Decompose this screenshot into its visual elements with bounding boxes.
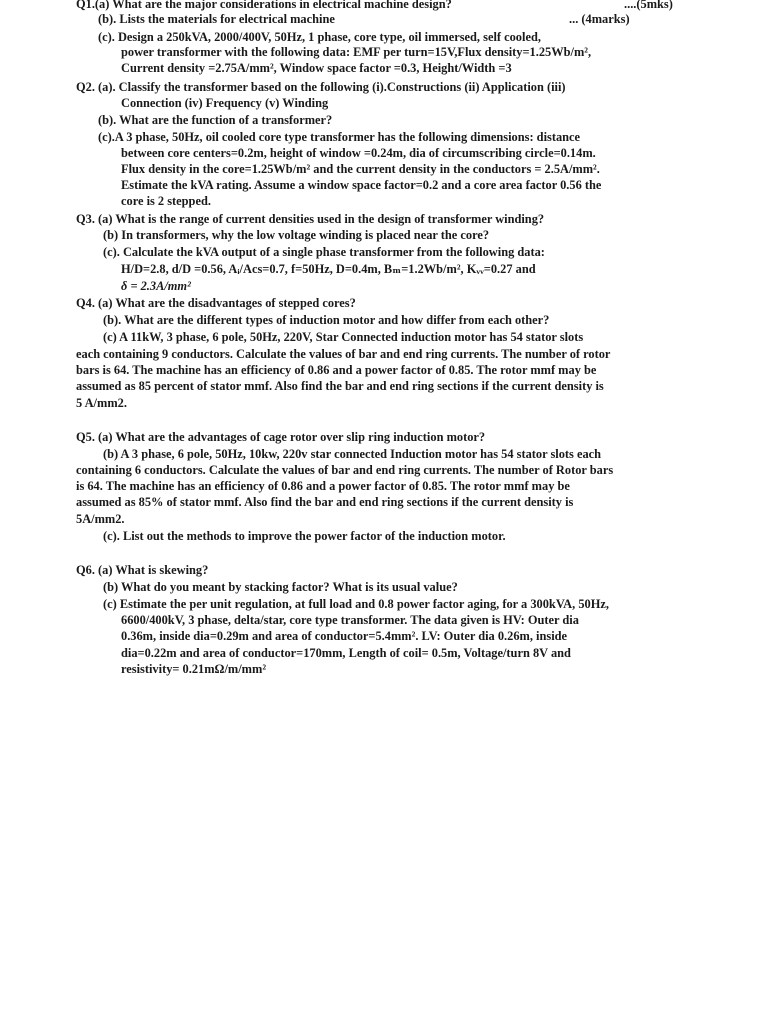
q1-c-line: power transformer with the following data: EMF per turn=15V,Flux density=1.25Wb/m², — [121, 45, 592, 59]
q2-a-line: Q2. (a). Classify the transformer based on the following (i).Constructions (ii) Application (iii) — [76, 80, 566, 94]
q4-c-line: assumed as 85 percent of stator mmf. Also find the bar and end ring sections if the current density is — [76, 379, 604, 393]
q5-b-line: containing 6 conductors. Calculate the values of bar and end ring currents. The number of Rotor bars — [76, 463, 614, 477]
q1-a-marks: ....(5mks) — [624, 0, 673, 11]
q2-c-line: Estimate the kVA rating. Assume a window space factor=0.2 and a core area factor 0.56 the — [121, 178, 602, 192]
q3-a-text: Q3. (a) What is the range of current densities used in the design of transformer winding? — [76, 212, 545, 226]
q3-c-line: (c). Calculate the kVA output of a single phase transformer from the following data: — [103, 245, 545, 259]
q1-a-text: Q1.(a) What are the major considerations in electrical machine design? — [76, 0, 452, 11]
q1-b-marks: ... (4marks) — [569, 12, 630, 26]
q2-a-line: Connection (iv) Frequency (v) Winding — [121, 96, 329, 110]
q6-a-text: Q6. (a) What is skewing? — [76, 563, 209, 577]
q3-b-text: (b) In transformers, why the low voltage winding is placed near the core? — [103, 228, 490, 242]
q6-c-line: resistivity= 0.21mΩ/m/mm² — [121, 662, 267, 676]
q2-c-line: (c).A 3 phase, 50Hz, oil cooled core type transformer has the following dimensions: distance — [98, 130, 581, 144]
q4-a-text: Q4. (a) What are the disadvantages of stepped cores? — [76, 296, 356, 310]
q5-c-text: (c). List out the methods to improve the power factor of the induction motor. — [103, 529, 506, 543]
q5-b-line: assumed as 85% of stator mmf. Also find the bar and end ring sections if the current density is — [76, 495, 574, 509]
q2-b-text: (b). What are the function of a transformer? — [98, 113, 333, 127]
q4-c-line: bars is 64. The machine has an efficiency of 0.86 and a power factor of 0.85. The rotor mmf may be — [76, 363, 597, 377]
q6-b-text: (b) What do you meant by stacking factor? What is its usual value? — [103, 580, 458, 594]
q1-c-line: Current density =2.75A/mm², Window space factor =0.3, Height/Width =3 — [121, 61, 512, 75]
q3-c-line: δ = 2.3A/mm² — [121, 279, 191, 293]
q4-c-line: each containing 9 conductors. Calculate the values of bar and end ring currents. The number of rotor — [76, 347, 611, 361]
q6-c-line: 0.36m, inside dia=0.29m and area of conductor=5.4mm². LV: Outer dia 0.26m, inside — [121, 629, 568, 643]
q5-b-line: (b) A 3 phase, 6 pole, 50Hz, 10kw, 220v star connected Induction motor has 54 stator slots each — [103, 447, 602, 461]
q5-b-line: is 64. The machine has an efficiency of 0.86 and a power factor of 0.85. The rotor mmf may be — [76, 479, 570, 493]
q1-b-text: (b). Lists the materials for electrical machine — [98, 12, 335, 26]
q5-a-text: Q5. (a) What are the advantages of cage rotor over slip ring induction motor? — [76, 430, 486, 444]
q6-c-line: (c) Estimate the per unit regulation, at full load and 0.8 power factor aging, for a 300kVA, 50Hz, — [103, 597, 609, 611]
q6-c-line: 6600/400kV, 3 phase, delta/star, core type transformer. The data given is HV: Outer dia — [121, 613, 579, 627]
q1-c-line: (c). Design a 250kVA, 2000/400V, 50Hz, 1 phase, core type, oil immersed, self cooled, — [98, 30, 541, 44]
q5-b-line: 5A/mm2. — [76, 512, 125, 526]
q2-c-line: core is 2 stepped. — [121, 194, 211, 208]
q4-c-line: (c) A 11kW, 3 phase, 6 pole, 50Hz, 220V, Star Connected induction motor has 54 stator slots — [103, 330, 584, 344]
q2-c-line: between core centers=0.2m, height of window =0.24m, dia of circumscribing circle=0.14m. — [121, 146, 596, 160]
q4-b-text: (b). What are the different types of induction motor and how differ from each other? — [103, 313, 550, 327]
q2-c-line: Flux density in the core=1.25Wb/m² and the current density in the conductors = 2.5A/mm². — [121, 162, 600, 176]
q6-c-line: dia=0.22m and area of conductor=170mm, Length of coil= 0.5m, Voltage/turn 8V and — [121, 646, 571, 660]
q4-c-line: 5 A/mm2. — [76, 396, 127, 410]
q3-c-line: H/D=2.8, d/D =0.56, Aᵢ/Acs=0.7, f=50Hz, D=0.4m, Bₘ=1.2Wb/m², Kᵥᵥ=0.27 and — [121, 262, 536, 276]
